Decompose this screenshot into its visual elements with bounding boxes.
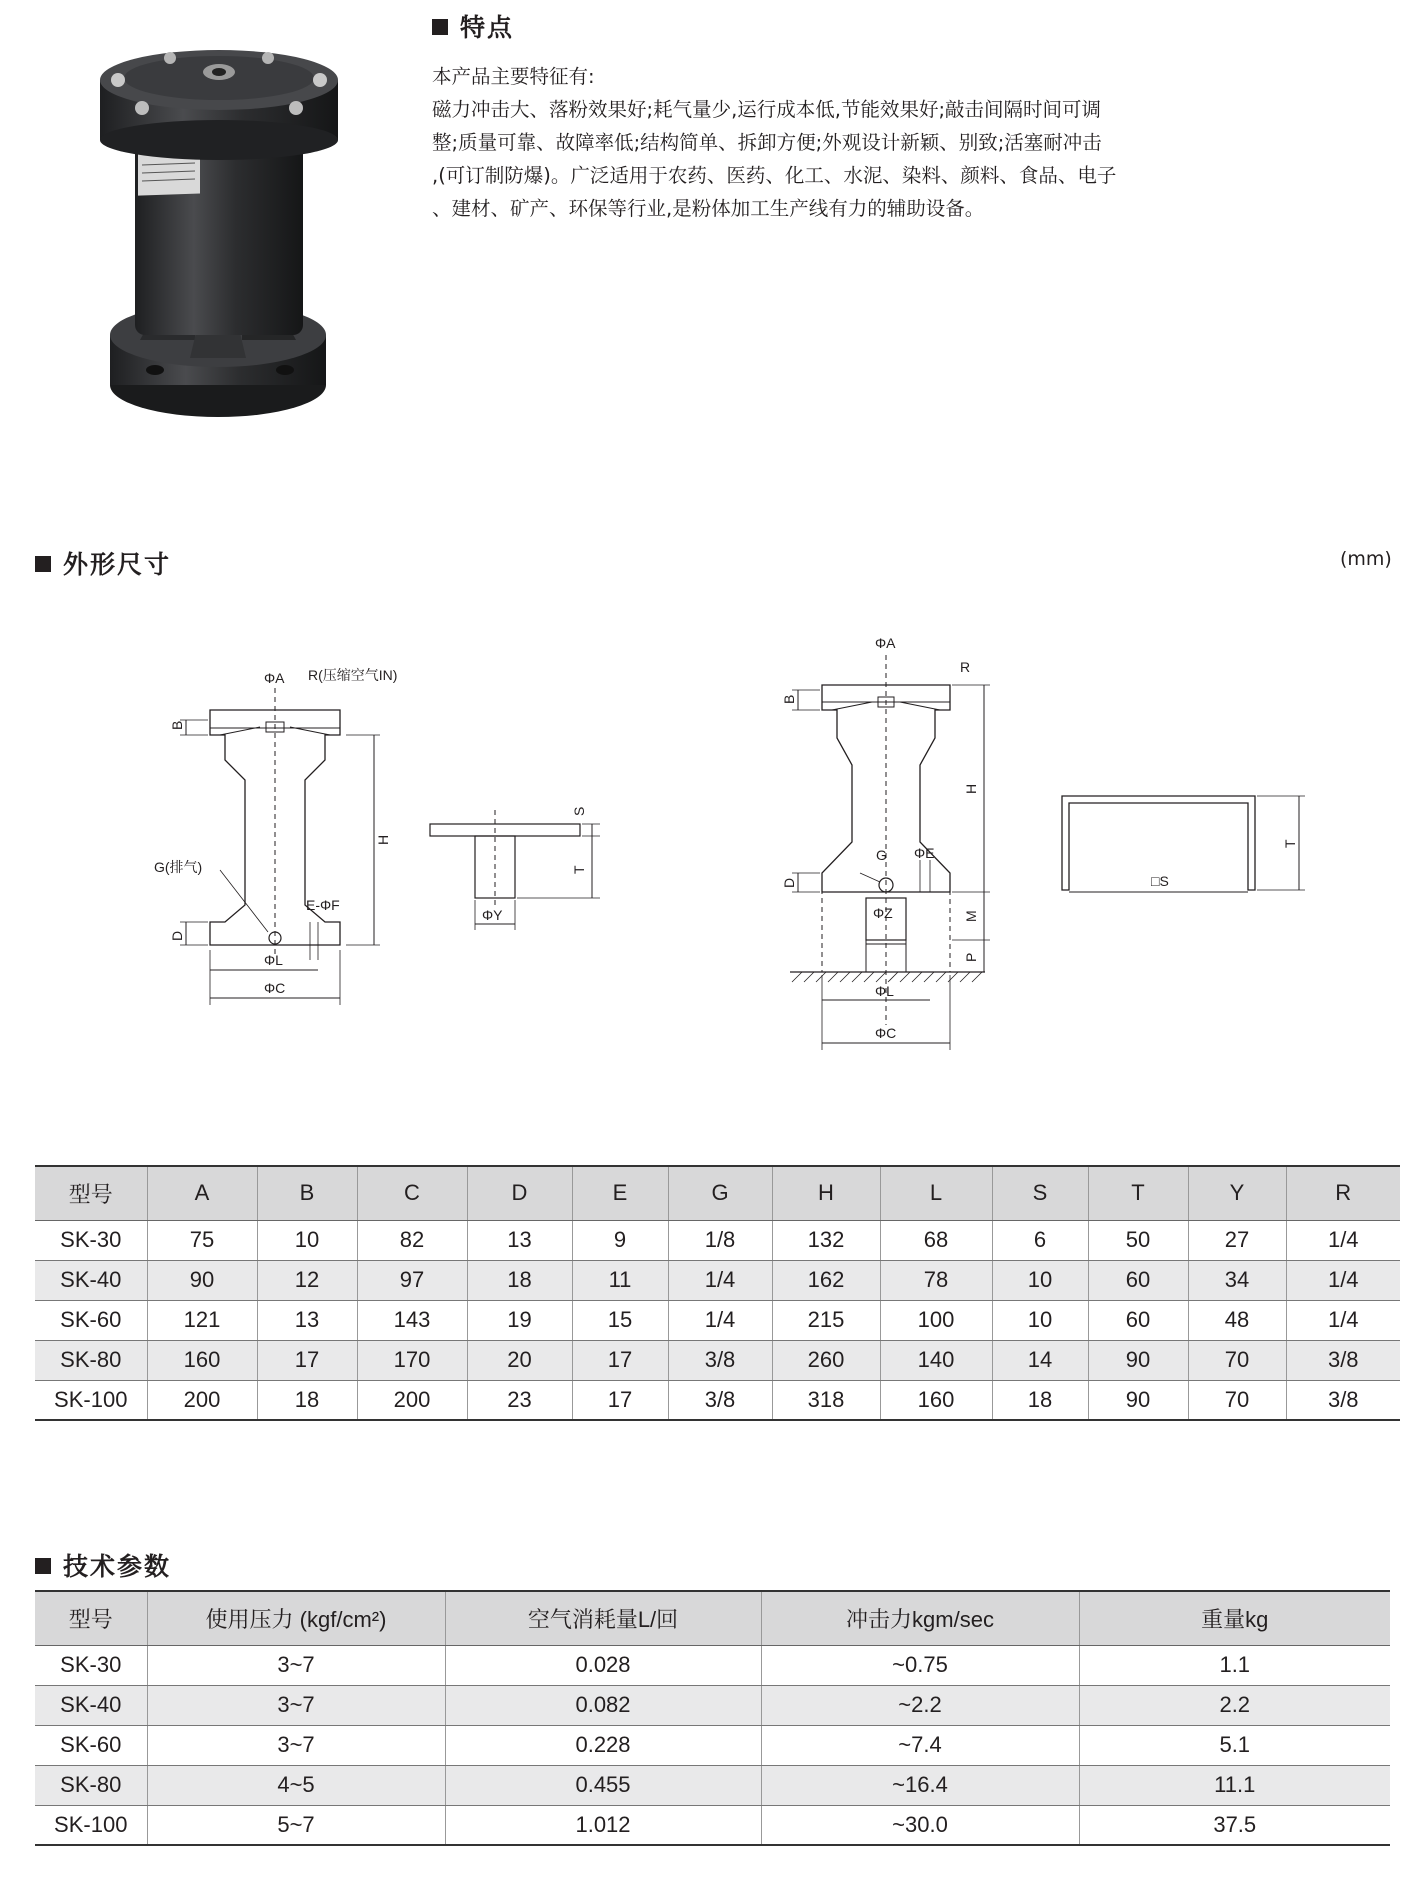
column-header: T xyxy=(1088,1166,1188,1220)
table-cell: 12 xyxy=(257,1260,357,1300)
table-cell: 27 xyxy=(1188,1220,1286,1260)
table-cell: 37.5 xyxy=(1079,1805,1390,1845)
table-cell: 0.228 xyxy=(445,1725,761,1765)
table-cell: 19 xyxy=(467,1300,572,1340)
table-cell: 0.028 xyxy=(445,1645,761,1685)
label-phie: ΦE xyxy=(914,845,935,861)
table-cell: 6 xyxy=(992,1220,1088,1260)
label-m: M xyxy=(963,910,979,922)
column-header: L xyxy=(880,1166,992,1220)
table-cell: 3~7 xyxy=(147,1725,445,1765)
column-header: Y xyxy=(1188,1166,1286,1220)
table-cell: 5~7 xyxy=(147,1805,445,1845)
table-cell: 4~5 xyxy=(147,1765,445,1805)
features-line: 、建材、矿产、环保等行业,是粉体加工生产线有力的辅助设备。 xyxy=(432,197,985,220)
label-r: R xyxy=(960,659,971,675)
dimension-drawing-bracket xyxy=(420,780,600,940)
table-cell: 82 xyxy=(357,1220,467,1260)
column-header: S xyxy=(992,1166,1088,1220)
table-header-row xyxy=(35,1166,1400,1220)
label-phiL-2: ΦL xyxy=(875,983,894,999)
table-row xyxy=(35,1340,1400,1380)
column-header: 重量kg xyxy=(1079,1591,1390,1645)
table-cell: 68 xyxy=(880,1220,992,1260)
table-cell: 10 xyxy=(992,1260,1088,1300)
table-cell: 3~7 xyxy=(147,1645,445,1685)
dimensions-table xyxy=(35,1165,1400,1421)
table-cell: 60 xyxy=(1088,1260,1188,1300)
table-cell: 0.455 xyxy=(445,1765,761,1805)
column-header: 使用压力 (kgf/cm²) xyxy=(147,1591,445,1645)
label-h: H xyxy=(375,834,391,845)
table-cell: 200 xyxy=(357,1380,467,1420)
table-cell: ~0.75 xyxy=(761,1645,1079,1685)
table-cell: 11.1 xyxy=(1079,1765,1390,1805)
table-cell: 9 xyxy=(572,1220,668,1260)
table-cell: 90 xyxy=(1088,1340,1188,1380)
column-header: C xyxy=(357,1166,467,1220)
table-cell: ~2.2 xyxy=(761,1685,1079,1725)
table-cell: 1/4 xyxy=(1286,1260,1400,1300)
table-cell: 50 xyxy=(1088,1220,1188,1260)
features-heading xyxy=(432,8,514,44)
label-g: G xyxy=(876,847,887,863)
label-t: T xyxy=(571,865,587,874)
table-cell: 90 xyxy=(1088,1380,1188,1420)
table-cell: 215 xyxy=(772,1300,880,1340)
table-cell: 20 xyxy=(467,1340,572,1380)
column-header: B xyxy=(257,1166,357,1220)
column-header: E xyxy=(572,1166,668,1220)
table-cell: 23 xyxy=(467,1380,572,1420)
column-header: D xyxy=(467,1166,572,1220)
table-cell: 48 xyxy=(1188,1300,1286,1340)
table-cell: 17 xyxy=(257,1340,357,1380)
tech-table xyxy=(35,1590,1390,1846)
table-cell: 60 xyxy=(1088,1300,1188,1340)
table-cell: 97 xyxy=(357,1260,467,1300)
table-cell: 170 xyxy=(357,1340,467,1380)
column-header: R xyxy=(1286,1166,1400,1220)
table-cell: 17 xyxy=(572,1380,668,1420)
table-cell: 160 xyxy=(147,1340,257,1380)
label-e-phif: E-ΦF xyxy=(306,897,340,913)
label-s: S xyxy=(571,806,587,816)
table-cell: 162 xyxy=(772,1260,880,1300)
table-cell: ~16.4 xyxy=(761,1765,1079,1805)
column-header: 冲击力kgm/sec xyxy=(761,1591,1079,1645)
label-d: D xyxy=(169,930,185,941)
table-cell: 3/8 xyxy=(668,1340,772,1380)
table-cell: 121 xyxy=(147,1300,257,1340)
label-phiZ: ΦZ xyxy=(873,905,893,921)
label-p: P xyxy=(963,952,979,962)
model-cell: SK-40 xyxy=(35,1260,147,1300)
model-cell: SK-80 xyxy=(35,1340,147,1380)
model-cell: SK-30 xyxy=(35,1220,147,1260)
table-row xyxy=(35,1220,1400,1260)
model-cell: SK-30 xyxy=(35,1645,147,1685)
table-row xyxy=(35,1805,1390,1845)
model-cell: SK-80 xyxy=(35,1765,147,1805)
table-cell: 18 xyxy=(992,1380,1088,1420)
dimensions-heading xyxy=(35,545,171,581)
table-cell: 3~7 xyxy=(147,1685,445,1725)
label-phiA-2: ΦA xyxy=(875,635,896,651)
table-cell: 1/4 xyxy=(668,1300,772,1340)
model-cell: SK-60 xyxy=(35,1300,147,1340)
product-photo xyxy=(100,40,340,430)
column-header: G xyxy=(668,1166,772,1220)
table-cell: 10 xyxy=(992,1300,1088,1340)
unit-label: (mm) xyxy=(1340,548,1392,570)
table-cell: 0.082 xyxy=(445,1685,761,1725)
column-header: 型号 xyxy=(35,1166,147,1220)
label-phiC-2: ΦC xyxy=(875,1025,897,1041)
square-bullet-icon xyxy=(35,1558,51,1574)
label-d-2: D xyxy=(781,877,797,888)
model-cell: SK-60 xyxy=(35,1725,147,1765)
table-cell: 1/4 xyxy=(668,1260,772,1300)
label-b: B xyxy=(169,720,185,730)
tech-heading-text: 技术参数 xyxy=(63,1552,172,1581)
features-line: 整;质量可靠、故障率低;结构简单、拆卸方便;外观设计新颖、别致;活塞耐冲击 xyxy=(432,131,1102,154)
table-cell: 1.1 xyxy=(1079,1645,1390,1685)
table-row xyxy=(35,1380,1400,1420)
table-row xyxy=(35,1685,1390,1725)
table-cell: ~30.0 xyxy=(761,1805,1079,1845)
table-cell: 1.012 xyxy=(445,1805,761,1845)
table-cell: 3/8 xyxy=(668,1380,772,1420)
dimension-drawing-mounted xyxy=(780,630,1010,1060)
table-cell: 70 xyxy=(1188,1340,1286,1380)
label-r-in: R(压缩空气IN) xyxy=(308,667,398,683)
label-sq-s: □S xyxy=(1151,873,1169,889)
table-cell: 260 xyxy=(772,1340,880,1380)
table-cell: 75 xyxy=(147,1220,257,1260)
table-cell: 15 xyxy=(572,1300,668,1340)
column-header: 型号 xyxy=(35,1591,147,1645)
table-cell: 14 xyxy=(992,1340,1088,1380)
features-intro: 本产品主要特征有: xyxy=(432,65,595,88)
square-bullet-icon xyxy=(432,19,448,35)
dimension-drawing-front xyxy=(154,660,440,1020)
table-cell: 17 xyxy=(572,1340,668,1380)
column-header: A xyxy=(147,1166,257,1220)
model-cell: SK-100 xyxy=(35,1380,147,1420)
table-cell: 18 xyxy=(467,1260,572,1300)
table-cell: 78 xyxy=(880,1260,992,1300)
table-cell: 90 xyxy=(147,1260,257,1300)
label-phiA: ΦA xyxy=(264,670,285,686)
table-cell: 160 xyxy=(880,1380,992,1420)
table-row xyxy=(35,1765,1390,1805)
dimension-drawing-bracket-top xyxy=(1055,780,1315,900)
table-cell: 3/8 xyxy=(1286,1380,1400,1420)
table-cell: 318 xyxy=(772,1380,880,1420)
table-cell: 143 xyxy=(357,1300,467,1340)
table-cell: 11 xyxy=(572,1260,668,1300)
table-cell: 200 xyxy=(147,1380,257,1420)
label-h-2: H xyxy=(963,783,979,794)
features-heading-text: 特点 xyxy=(460,13,515,42)
label-g-exhaust: G(排气) xyxy=(154,859,203,875)
column-header: 空气消耗量L/回 xyxy=(445,1591,761,1645)
model-cell: SK-100 xyxy=(35,1805,147,1845)
table-row xyxy=(35,1300,1400,1340)
tech-heading xyxy=(35,1547,171,1583)
label-phiY: ΦY xyxy=(482,907,503,923)
table-cell: 34 xyxy=(1188,1260,1286,1300)
dimensions-heading-text: 外形尺寸 xyxy=(63,550,172,579)
square-bullet-icon xyxy=(35,556,51,572)
table-cell: 18 xyxy=(257,1380,357,1420)
table-cell: 1/8 xyxy=(668,1220,772,1260)
table-cell: 2.2 xyxy=(1079,1685,1390,1725)
table-cell: 10 xyxy=(257,1220,357,1260)
table-cell: 3/8 xyxy=(1286,1340,1400,1380)
features-line: ,(可订制防爆)。广泛适用于农药、医药、化工、水泥、染料、颜料、食品、电子 xyxy=(432,164,1117,187)
table-row xyxy=(35,1725,1390,1765)
table-cell: 13 xyxy=(467,1220,572,1260)
table-row xyxy=(35,1260,1400,1300)
table-row xyxy=(35,1645,1390,1685)
table-cell: 13 xyxy=(257,1300,357,1340)
table-cell: ~7.4 xyxy=(761,1725,1079,1765)
table-cell: 1/4 xyxy=(1286,1300,1400,1340)
table-cell: 100 xyxy=(880,1300,992,1340)
features-description xyxy=(432,60,1302,225)
label-phiL: ΦL xyxy=(264,952,283,968)
table-cell: 1/4 xyxy=(1286,1220,1400,1260)
label-t-2: T xyxy=(1282,839,1298,848)
model-cell: SK-40 xyxy=(35,1685,147,1725)
label-b-2: B xyxy=(781,694,797,704)
features-line: 磁力冲击大、落粉效果好;耗气量少,运行成本低,节能效果好;敲击间隔时间可调 xyxy=(432,98,1102,121)
column-header: H xyxy=(772,1166,880,1220)
table-cell: 132 xyxy=(772,1220,880,1260)
label-phiC: ΦC xyxy=(264,980,286,996)
table-cell: 140 xyxy=(880,1340,992,1380)
table-header-row xyxy=(35,1591,1390,1645)
table-cell: 5.1 xyxy=(1079,1725,1390,1765)
table-cell: 70 xyxy=(1188,1380,1286,1420)
